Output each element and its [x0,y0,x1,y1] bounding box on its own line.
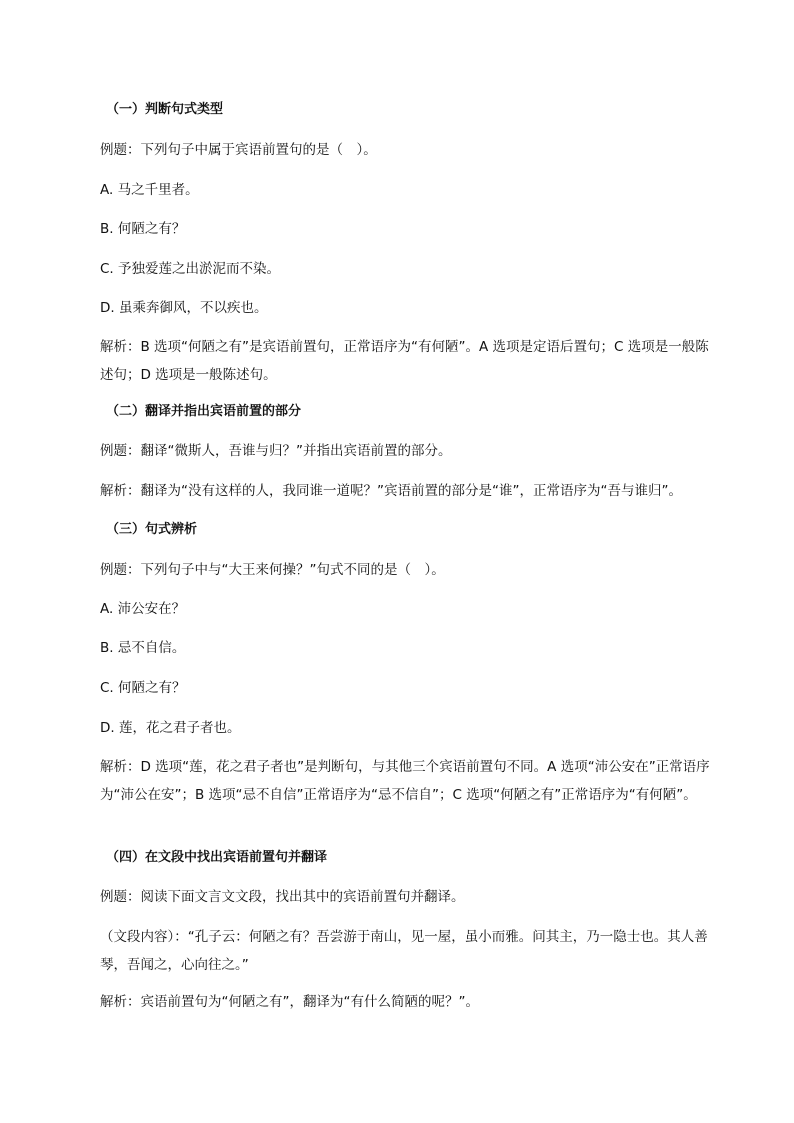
section-1-option-c: C. 予独爱莲之出淤泥而不染。 [100,261,281,277]
section-3-option-d: D. 莲，花之君子者也。 [100,720,241,736]
section-2-heading: （二）翻译并指出宾语前置的部分 [106,404,302,419]
section-2-question: 例题：翻译“微斯人，吾谁与归？”并指出宾语前置的部分。 [100,443,452,459]
section-4-heading: （四）在文段中找出宾语前置句并翻译 [106,850,328,865]
section-3-option-a: A. 沛公安在？ [100,601,186,617]
section-3-option-c: C. 何陋之有？ [100,680,186,696]
section-4-passage: （文段内容）：“孔子云：何陋之有？吾尝游于南山，见一屋，虽小而雅。问其主，乃一隐士也。其人善琴，吾闻之，心向往之。” [100,929,708,973]
section-1-heading: （一）判断句式类型 [106,102,224,117]
section-4-analysis: 解析：宾语前置句为“何陋之有”，翻译为“有什么简陋的呢？”。 [100,994,479,1010]
section-1-option-d: D. 虽乘奔御风，不以疾也。 [100,300,268,316]
section-1-question: 例题：下列句子中属于宾语前置句的是（ ）。 [100,142,377,158]
section-3-option-b: B. 忌不自信。 [100,640,186,656]
section-2-analysis: 解析：翻译为“没有这样的人，我同谁一道呢？”宾语前置的部分是“谁”，正常语序为“吾与谁归”。 [100,483,682,499]
section-4-question: 例题：阅读下面文言文文段，找出其中的宾语前置句并翻译。 [100,889,465,905]
section-3-heading: （三）句式辨析 [106,522,198,537]
section-3-analysis: 解析：D 选项“莲，花之君子者也”是判断句，与其他三个宾语前置句不同。A 选项“沛公安在”正常语序为“沛公在安”；B 选项“忌不自信”正常语序为“忌不信自”；C 选项“何陋之有”正常语序为“有何陋”。 [100,759,710,803]
section-1-option-b: B. 何陋之有？ [100,221,186,237]
section-1-analysis: 解析：B 选项“何陋之有”是宾语前置句，正常语序为“有何陋”。A 选项是定语后置句；C 选项是一般陈述句；D 选项是一般陈述句。 [100,339,709,383]
section-1-option-a: A. 马之千里者。 [100,182,199,198]
section-3-question: 例题：下列句子中与“大王来何操？”句式不同的是（ ）。 [100,562,445,578]
